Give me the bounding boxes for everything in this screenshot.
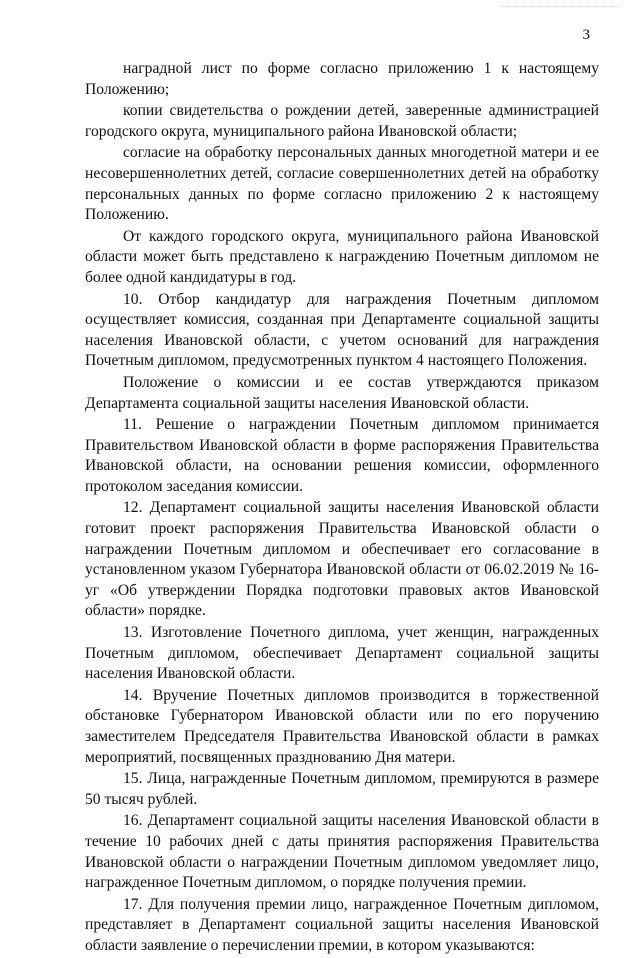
paragraph-one-candidate: От каждого городского округа, муниципального района Ивановской области может быть представлено к награждению Почетным дипломом не более одной кандидатуры в год. (85, 227, 599, 286)
paragraph-item-10: 10. Отбор кандидатур для награждения Почетным дипломом осуществляет комиссия, созданная при Департаменте социальной защиты населения Ивановской области, с учетом оснований для награждения Почетным дипломом, предусмотренных пунктом 4 настоящего Положения. (85, 290, 599, 370)
scan-artifact (500, 6, 620, 13)
paragraph-item-16: 16. Департамент социальной защиты населения Ивановской области в течение 10 рабочих дней с даты принятия распоряжения Правительства Ивановской области о награждении Почетным дипломом уведомляет лицо, награжденное Почетным дипломом, о порядке получения премии. (85, 812, 599, 892)
page-number: 3 (582, 27, 590, 43)
paragraph-item-17: 17. Для получения премии лицо, награжденное Почетным дипломом, представляет в Департамент социальной защиты населения Ивановской области заявление о перечислении премии, в котором указываются: (85, 895, 599, 954)
paragraph-item-15: 15. Лица, награжденные Почетным дипломом, премируются в размере 50 тысяч рублей. (85, 770, 599, 808)
paragraph-item-14: 14. Вручение Почетных дипломов производится в торжественной обстановке Губернатором Ивановской области или по его поручению заместителем Председателя Правительства Ивановской области в рамках мероприятий, посвященных празднованию Дня матери. (85, 686, 599, 766)
paragraph-item-12: 12. Департамент социальной защиты населения Ивановской области готовит проект распоряжения Правительства Ивановской области о награждении Почетным дипломом и обеспечивает его согласование в установленном указом Губернатора Ивановской области от 06.02.2019 № 16-уг «Об утверждении Порядка подготовки правовых актов Ивановской области» порядке. (85, 499, 599, 620)
paragraph-item-11: 11. Решение о награждении Почетным дипломом принимается Правительством Ивановской области в форме распоряжения Правительства Ивановской области, на основании решения комиссии, оформленного протоколом заседания комиссии. (85, 416, 599, 495)
paragraph-item-13: 13. Изготовление Почетного диплома, учет женщин, награжденных Почетным дипломом, обеспечивает Департамент социальной защиты населения Ивановской области. (85, 624, 599, 683)
paragraph-data-consent: согласие на обработку персональных данных многодетной матери и ее несовершеннолетних детей, согласие совершеннолетних детей на обработку персональных данных по форме согласно приложению 2 к настоящему Положению. (85, 144, 599, 224)
document-body (85, 59, 599, 958)
paragraph-commission: Положение о комиссии и ее состав утверждаются приказом Департамента социальной защиты населения Ивановской области. (85, 373, 599, 412)
paragraph-birth-certificates: копии свидетельства о рождении детей, заверенные администрацией городского округа, муниципального района Ивановской области; (85, 102, 599, 140)
paragraph-award-sheet: наградной лист по форме согласно приложению 1 к настоящему Положению; (85, 60, 599, 98)
